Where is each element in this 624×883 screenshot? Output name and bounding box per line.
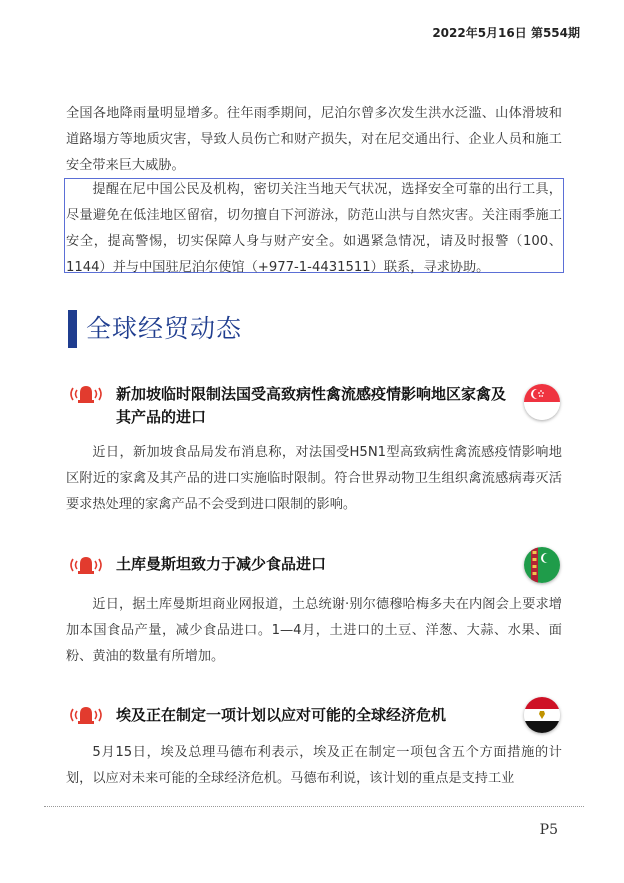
news-body-turkmenistan: 近日，据土库曼斯坦商业网报道，土总统谢·别尔德穆哈梅多夫在内阁会上要求增加本国食品产量，减少食品进口。1—4月，土进口的土豆、洋葱、大蒜、水果、面粉、黄油的数量有所增加。 (66, 597, 562, 664)
alarm-bell-icon (68, 703, 104, 727)
news-body-egypt: 5月15日，埃及总理马德布利表示，埃及正在制定一项包含五个方面措施的计划，以应对未来可能的全球经济危机。马德布利说，该计划的重点是支持工业 (66, 745, 562, 786)
news-body-singapore: 近日，新加坡食品局发布消息称，对法国受H5N1型高致病性禽流感疫情影响地区附近的家禽及其产品的进口实施临时限制。符合世界动物卫生组织禽流感病毒灭活要求热处理的家禽产品不会受到进口限制的影响。 (66, 445, 562, 512)
news-title-turkmenistan: 土库曼斯坦致力于减少食品进口 (116, 555, 327, 573)
news-title-egypt: 埃及正在制定一项计划以应对可能的全球经济危机 (116, 706, 447, 724)
safety-notice-text: 提醒在尼中国公民及机构，密切关注当地天气状况，选择安全可靠的出行工具，尽量避免在低洼地区留宿，切勿擅自下河游泳，防范山洪与自然灾害。关注雨季施工安全，提高警惕，切实保障人身与财产安全。如遇紧急情况，请及时报警（100、1144）并与中国驻尼泊尔使馆（+977-1-4431511）联系，寻求协助。 (66, 182, 562, 275)
issue-date: 2022年5月16日 第554期 (432, 26, 580, 40)
egypt-flag-icon (524, 697, 560, 733)
singapore-flag-icon (524, 384, 560, 420)
alarm-bell-icon (68, 553, 104, 577)
section-title: 全球经贸动态 (86, 314, 243, 343)
news-title-singapore: 新加坡临时限制法国受高致病性禽流感疫情影响地区家禽及其产品的进口 (116, 385, 507, 426)
turkmenistan-flag-icon (524, 547, 560, 583)
footer-divider (44, 806, 584, 807)
intro-paragraph: 全国各地降雨量明显增多。往年雨季期间，尼泊尔曾多次发生洪水泛滥、山体滑坡和道路塌方等地质灾害，导致人员伤亡和财产损失，对在尼交通出行、企业人员和施工安全带来巨大威胁。 (66, 106, 562, 173)
page-number: P5 (539, 822, 558, 838)
section-accent-bar (68, 310, 77, 348)
alarm-bell-icon (68, 382, 104, 406)
